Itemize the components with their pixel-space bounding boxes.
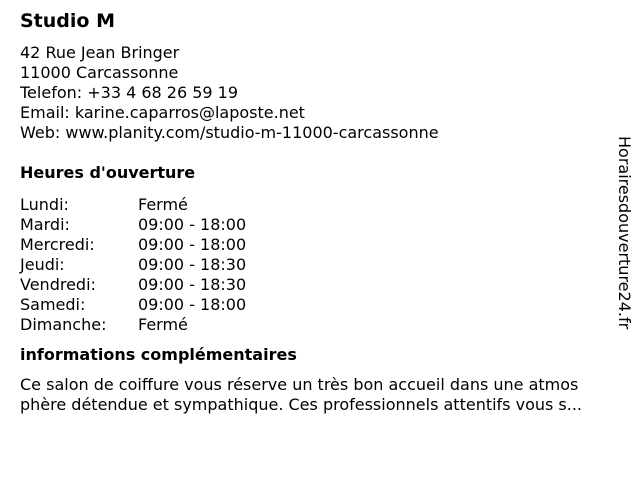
additional-info-text <box>20 375 632 415</box>
additional-info-heading: informations complémentaires <box>20 345 297 364</box>
address-street: 42 Rue Jean Bringer <box>20 43 180 62</box>
hours-row <box>20 215 620 235</box>
additional-info-line: phère détendue et sympathique. Ces professionnels attentifs vous s... <box>20 395 583 414</box>
business-name: Studio M <box>20 10 115 32</box>
hours-time: Fermé <box>138 195 188 214</box>
hours-time: Fermé <box>138 315 188 334</box>
hours-row <box>20 195 620 215</box>
opening-hours-table <box>20 195 620 335</box>
contact-block <box>20 43 620 143</box>
website-line: Web: www.planity.com/studio-m-11000-carcassonne <box>20 123 439 142</box>
hours-row <box>20 275 620 295</box>
hours-row <box>20 315 620 335</box>
hours-time: 09:00 - 18:00 <box>138 295 247 314</box>
additional-info-line: Ce salon de coiffure vous réserve un très bon accueil dans une atmos <box>20 375 579 394</box>
address-city: 11000 Carcassonne <box>20 63 179 82</box>
hours-day: Mercredi: <box>20 235 95 254</box>
hours-time: 09:00 - 18:00 <box>138 215 247 234</box>
hours-day: Mardi: <box>20 215 70 234</box>
hours-row <box>20 295 620 315</box>
hours-day: Vendredi: <box>20 275 96 294</box>
hours-row <box>20 255 620 275</box>
hours-day: Samedi: <box>20 295 86 314</box>
email-line: Email: karine.caparros@laposte.net <box>20 103 305 122</box>
hours-time: 09:00 - 18:00 <box>138 235 247 254</box>
site-watermark: Horairesdouverture24.fr <box>615 136 634 330</box>
hours-day: Dimanche: <box>20 315 107 334</box>
hours-time: 09:00 - 18:30 <box>138 255 247 274</box>
opening-hours-heading: Heures d'ouverture <box>20 163 196 182</box>
hours-day: Lundi: <box>20 195 69 214</box>
hours-day: Jeudi: <box>20 255 65 274</box>
hours-time: 09:00 - 18:30 <box>138 275 247 294</box>
business-card <box>20 9 620 415</box>
hours-row <box>20 235 620 255</box>
phone-line: Telefon: +33 4 68 26 59 19 <box>20 83 239 102</box>
